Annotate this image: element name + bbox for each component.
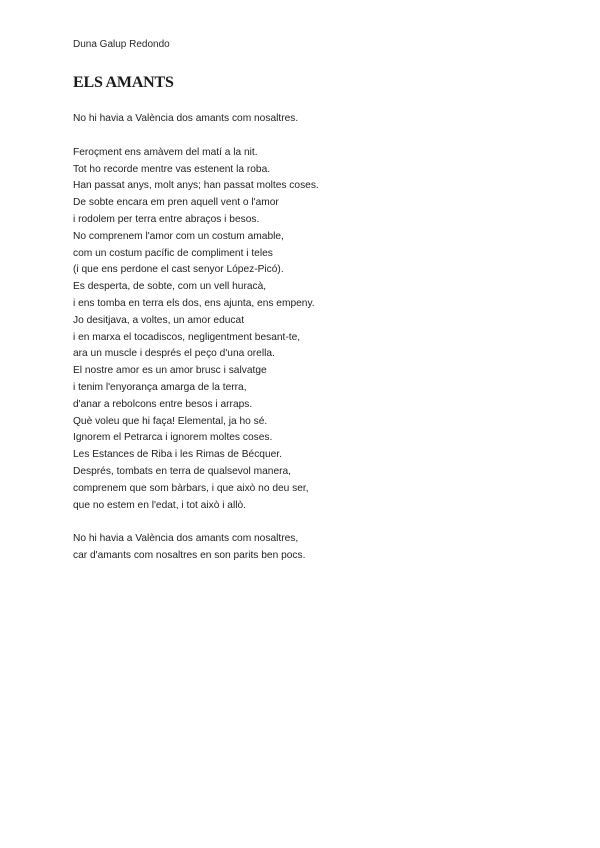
poem-line: Tot ho recorde mentre vas estenent la roba.	[73, 163, 271, 175]
poem-stanza	[73, 531, 533, 565]
poem-stanza	[73, 145, 533, 515]
poem-line: Després, tombats en terra de qualsevol manera,	[73, 465, 292, 477]
poem-line: Les Estances de Riba i les Rimas de Bécquer.	[73, 449, 282, 461]
poem-line: No hi havia a València dos amants com nosaltres.	[73, 113, 299, 124]
poem-title: ELS AMANTS	[73, 74, 174, 91]
poem-line: No hi havia a València dos amants com nosaltres,	[73, 533, 299, 545]
poem-line: i tenim l'enyorança amarga de la terra,	[73, 381, 247, 393]
poem-line: comprenem que som bàrbars, i que això no deu ser,	[73, 482, 309, 494]
poem-line: i ens tomba en terra els dos, ens ajunta, ens empeny.	[73, 297, 315, 309]
poem-line: Ignorem el Petrarca i ignorem moltes coses.	[73, 432, 273, 444]
poem-stanza	[73, 111, 533, 128]
poem-line: i en marxa el tocadiscos, negligentment besant-te,	[73, 331, 301, 343]
poem-line: car d'amants com nosaltres en son parits ben pocs.	[73, 550, 306, 562]
poem-body	[73, 111, 533, 582]
poem-line: El nostre amor es un amor brusc i salvatge	[73, 365, 267, 377]
poem-line: De sobte encara em pren aquell vent o l'amor	[73, 197, 279, 209]
author-name: Duna Galup Redondo	[73, 39, 170, 50]
poem-line: Han passat anys, molt anys; han passat moltes coses.	[73, 180, 319, 192]
poem-line: i rodolem per terra entre abraços i besos.	[73, 213, 260, 225]
poem-line: Es desperta, de sobte, com un vell huracà,	[73, 281, 267, 293]
poem-line: No comprenem l'amor com un costum amable,	[73, 230, 284, 242]
poem-line: d'anar a rebolcons entre besos i arraps.	[73, 398, 253, 410]
poem-line: Què voleu que hi faça! Elemental, ja ho sé.	[73, 415, 268, 427]
poem-line: ara un muscle i després el peço d'una orella.	[73, 348, 275, 360]
poem-line: Feroçment ens amàvem del matí a la nit.	[73, 146, 258, 158]
poem-line: Jo desitjava, a voltes, un amor educat	[73, 314, 245, 326]
poem-line: com un costum pacífic de compliment i teles	[73, 247, 273, 259]
poem-line: (i que ens perdone el cast senyor López-Picó).	[73, 264, 284, 276]
poem-line: que no estem en l'edat, i tot això i allò.	[73, 499, 246, 511]
